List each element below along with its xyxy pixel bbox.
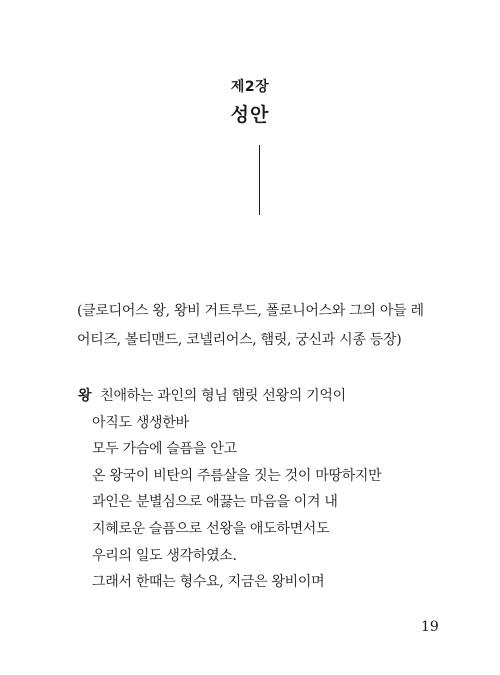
chapter-label: 제2장 — [230, 79, 270, 95]
verse-line — [78, 383, 468, 410]
chapter-title: 성안 — [230, 104, 270, 126]
page-number: 19 — [421, 619, 439, 635]
verse-line: 지혜로운 슬픔으로 선왕을 애도하면서도 — [92, 520, 330, 537]
stage-direction — [77, 297, 457, 355]
speaker-name: 왕 — [78, 388, 92, 404]
speech-block — [78, 383, 468, 596]
stage-direction-line: 어티즈, 볼티맨드, 코넬리어스, 햄릿, 궁신과 시종 등장) — [77, 332, 402, 348]
verse-line: 그래서 한때는 형수요, 지금은 왕비이며 — [92, 574, 325, 591]
verse-line: 우리의 일도 생각하였소. — [92, 547, 237, 564]
verse-text: 친애하는 과인의 형님 햄릿 선왕의 기억이 — [100, 388, 346, 404]
verse-line: 온 왕국이 비탄의 주름살을 짓는 것이 마땅하지만 — [92, 467, 382, 484]
stage-direction-line: (클로디어스 왕, 왕비 거트루드, 폴로니어스와 그의 아들 레 — [77, 303, 424, 319]
vertical-divider — [259, 145, 260, 215]
verse-line: 과인은 분별심으로 애끓는 마음을 이겨 내 — [92, 494, 338, 511]
verse-line: 모두 가슴에 슬픔을 안고 — [92, 441, 237, 458]
verse-line: 아직도 생생한바 — [92, 414, 189, 431]
